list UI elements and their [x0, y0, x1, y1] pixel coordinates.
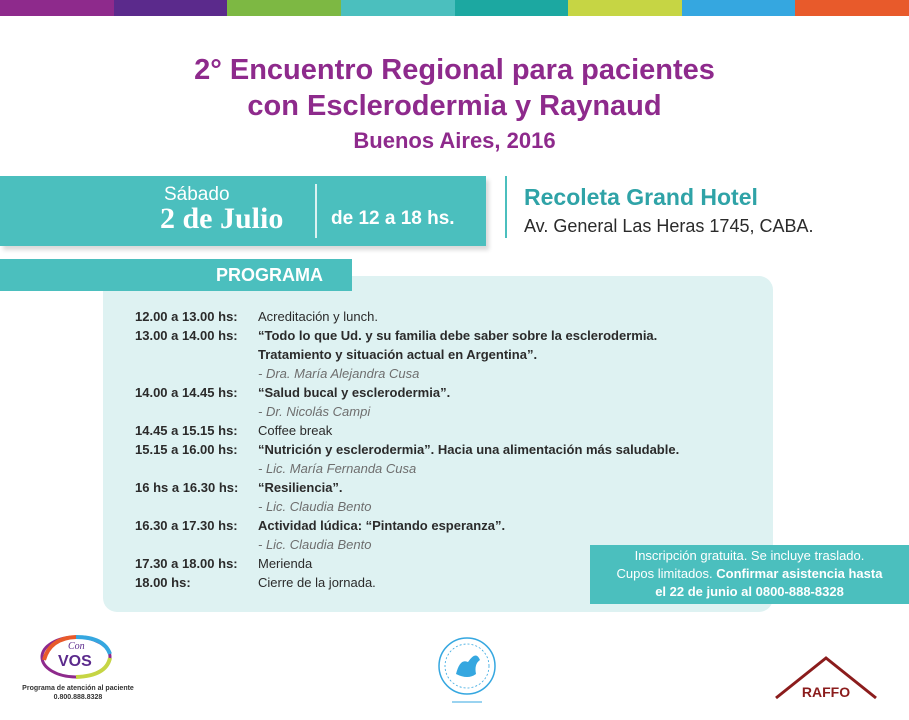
schedule-time [135, 459, 258, 478]
schedule-row [135, 402, 679, 421]
stripe-segment [227, 0, 341, 16]
vos-word: VOS [58, 653, 92, 670]
schedule-activity: “Resiliencia”. [258, 480, 343, 495]
schedule-activity: Merienda [258, 556, 313, 571]
stripe-segment [0, 0, 114, 16]
schedule-row [135, 364, 679, 383]
stripe-segment [682, 0, 796, 16]
schedule-time: 15.15 a 16.00 hs: [135, 442, 238, 457]
schedule-time: 17.30 a 18.00 hs: [135, 556, 238, 571]
schedule-time: 16.30 a 17.30 hs: [135, 518, 238, 533]
venue-divider [505, 176, 507, 238]
schedule-time [135, 364, 258, 383]
schedule-row [135, 459, 679, 478]
schedule-time: 16 hs a 16.30 hs: [135, 480, 239, 495]
event-title [0, 52, 909, 158]
venue-name: Recoleta Grand Hotel [524, 184, 758, 210]
vos-script: Con [68, 641, 85, 652]
schedule-activity: “Nutrición y esclerodermia”. Hacia una alimentación más saludable. [258, 442, 680, 457]
event-date: 2 de Julio [160, 202, 284, 235]
date-separator [315, 184, 317, 238]
schedule-activity: Tratamiento y situación actual en Argentina”. [258, 347, 538, 362]
info-line-2-bold: Confirmar asistencia hasta [716, 566, 883, 581]
schedule-row [135, 440, 679, 459]
schedule-activity: Acreditación y lunch. [258, 309, 378, 324]
registration-info [590, 545, 909, 604]
schedule-time [135, 402, 258, 421]
schedule-time: 13.00 a 14.00 hs: [135, 328, 238, 343]
association-logo [428, 630, 506, 708]
stripe-segment [568, 0, 682, 16]
event-hours: de 12 a 18 hs. [331, 208, 455, 229]
schedule-row [135, 478, 679, 497]
schedule-activity: “Salud bucal y esclerodermia”. [258, 385, 451, 400]
info-line-3-bold: el 22 de junio al 0800-888-8328 [655, 584, 844, 599]
schedule-row [135, 497, 679, 516]
schedule-speaker: - Lic. María Fernanda Cusa [258, 461, 417, 476]
schedule-time: 14.00 a 14.45 hs: [135, 385, 238, 400]
date-banner [0, 176, 486, 246]
stripe-segment [795, 0, 909, 16]
color-stripe [0, 0, 909, 16]
schedule-row [135, 345, 679, 364]
raffo-word: RAFFO [801, 684, 851, 700]
schedule-row [135, 383, 679, 402]
schedule-speaker: - Lic. Claudia Bento [258, 537, 372, 552]
title-line-2: con Esclerodermia y Raynaud [247, 90, 662, 122]
schedule-time: 14.45 a 15.15 hs: [135, 423, 238, 438]
venue-address: Av. General Las Heras 1745, CABA. [524, 216, 814, 236]
info-line-2-normal: Cupos limitados. [616, 566, 717, 581]
schedule-time: 18.00 hs: [135, 575, 191, 590]
schedule-time [135, 497, 258, 516]
schedule-activity: “Todo lo que Ud. y su familia debe saber sobre la esclerodermia. [258, 328, 658, 343]
program-title: PROGRAMA [216, 265, 323, 285]
schedule-speaker: - Lic. Claudia Bento [258, 499, 372, 514]
schedule-speaker: - Dra. María Alejandra Cusa [258, 366, 420, 381]
title-line-3: Buenos Aires, 2016 [353, 128, 556, 153]
info-line-1: Inscripción gratuita. Se incluye traslado. [634, 548, 865, 563]
schedule-time [135, 345, 258, 364]
stripe-segment [341, 0, 455, 16]
stripe-segment [114, 0, 228, 16]
info-line-2 [590, 565, 909, 583]
con-vos-logo [14, 624, 142, 704]
schedule-row [135, 421, 679, 440]
program-tab [0, 259, 352, 291]
stripe-segment [455, 0, 569, 16]
schedule-time: 12.00 a 13.00 hs: [135, 309, 238, 324]
schedule-time [135, 535, 258, 554]
schedule-speaker: - Dr. Nicolás Campi [258, 404, 371, 419]
weekday: Sábado [164, 184, 230, 205]
info-line-3 [590, 583, 909, 601]
raffo-logo [774, 654, 878, 704]
schedule-row [135, 307, 679, 326]
schedule-activity: Cierre de la jornada. [258, 575, 376, 590]
vos-caption: Programa de atención al paciente [22, 685, 134, 692]
title-line-1: 2° Encuentro Regional para pacientes [194, 54, 715, 86]
schedule-activity: Coffee break [258, 423, 333, 438]
schedule-row [135, 516, 679, 535]
schedule-row [135, 326, 679, 345]
vos-phone: 0.800.888.8328 [53, 694, 103, 701]
schedule-activity: Actividad lúdica: “Pintando esperanza”. [258, 518, 506, 533]
